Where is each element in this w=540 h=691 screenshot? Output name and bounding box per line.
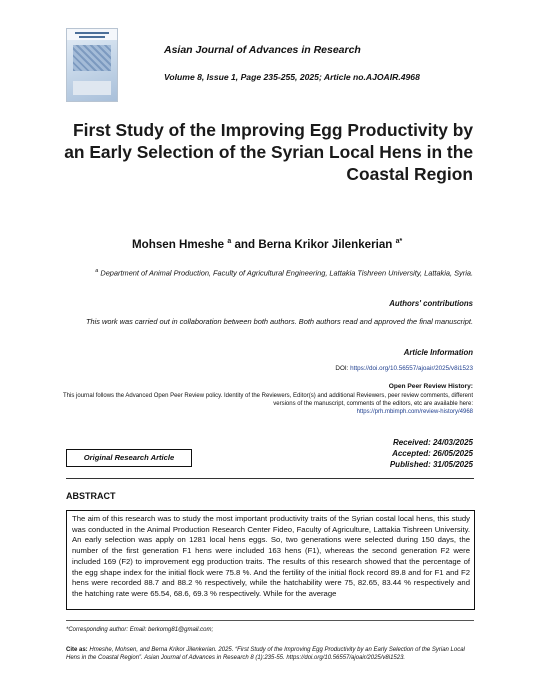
citation-text: Hmeshe, Mohsen, and Berna Krikor Jilenkerian. 2025. “First Study of the Improving Egg Productivity by an Early Selection of the Syrian Local Hens in the Coastal Region”. Asian Journal of Advances in Research 8 (1):235-55. https://doi.org/10.56557/ajoair/2025/v8i1523. (66, 647, 465, 661)
affiliation-mark: a (95, 268, 99, 274)
affiliation-text: Department of Animal Production, Faculty of Agricultural Engineering, Lattakia Tishreen University, Lattakia, Syria. (98, 268, 473, 278)
author-2: and Berna Krikor Jilenkerian (231, 238, 396, 251)
article-title: First Study of the Improving Egg Productivity by an Early Selection of the Syrian Local Hens in the Coastal Region (64, 120, 473, 184)
author-2-affiliation-mark: a* (395, 238, 403, 246)
article-info-heading: Article Information (403, 348, 473, 357)
citation-label: Cite as: (66, 647, 88, 653)
journal-cover-image (66, 28, 118, 102)
peer-review-text (53, 392, 473, 416)
accepted-date: Accepted: 26/05/2025 (392, 448, 473, 458)
author-list (132, 238, 402, 251)
contributions-text: This work was carried out in collaboration between both authors. Both authors read and approved the final manuscript. (86, 317, 473, 326)
doi-label: DOI: (335, 365, 351, 372)
divider (66, 478, 474, 479)
author-1: Mohsen Hmeshe (132, 238, 228, 251)
peer-review-heading: Open Peer Review History: (388, 383, 473, 390)
author-1-affiliation-mark: a (227, 238, 232, 246)
doi-line (335, 365, 473, 372)
peer-review-description: This journal follows the Advanced Open Peer Review policy. Identity of the Reviewers, Editor(s) and additional Reviewers, peer review comments, different versions of the manuscript, comments of the editors, etc are available here: (63, 393, 473, 407)
footnote-divider (66, 620, 474, 621)
doi-link[interactable]: https://doi.org/10.56557/ajoair/2025/v8i1523 (350, 365, 473, 372)
abstract-heading: ABSTRACT (66, 491, 116, 501)
corresponding-author: *Corresponding author: Email: berkomg81@gmail.com; (66, 627, 214, 633)
abstract-text: The aim of this research was to study the most important productivity traits of the Syrian costal local hens, this study was conducted in the Animal Production Research Center Fideo, Faculty of Agriculture, Lattakia Tishreen University. An early selection was apply on 1281 local hens eggs. So, two generations were selected during 150 days, the number of the first generation F1 hens were included 163 hens (F1), whereas the second generation F2 were included 169 (F2) to improvement egg production traits. The results of this research showed that the percentage of the egg shape index for the initial flock were 75.8 %. And the fertility of the initial flock record 89.8 and for F1 and F2 hens were recorded 88.7 and 88.2 % respectively, while the hatchability were 75, 82.65, 83.44 % respectively and the hatching rate were 65.54, 68.6, 69.3 % respectively. While for the average (66, 510, 475, 610)
journal-volume-line: Volume 8, Issue 1, Page 235-255, 2025; Article no.AJOAIR.4968 (164, 72, 420, 82)
journal-name: Asian Journal of Advances in Research (164, 44, 361, 56)
contributions-heading: Authors' contributions (389, 299, 473, 308)
citation (66, 646, 466, 662)
article-dates (390, 438, 473, 470)
published-date: Published: 31/05/2025 (389, 459, 473, 469)
peer-review-link[interactable]: https://prh.mbimph.com/review-history/4968 (356, 409, 473, 415)
affiliation (63, 266, 473, 279)
received-date: Received: 24/03/2025 (392, 438, 473, 447)
article-type-badge: Original Research Article (66, 449, 192, 467)
